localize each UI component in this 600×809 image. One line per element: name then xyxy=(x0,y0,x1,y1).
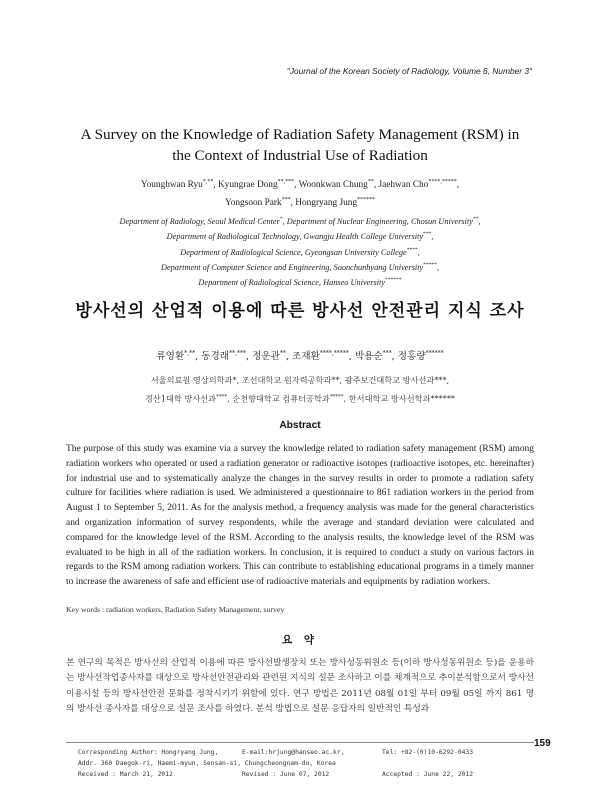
author-name: 류영환 xyxy=(156,351,185,362)
author-name: Yongsoon Park xyxy=(224,198,282,209)
author-name: 조재환 xyxy=(292,351,320,362)
author-mark: *** xyxy=(382,349,392,357)
korean-author-list: 류영환*,**, 동경래**,***, 정운관**, 조재환****,*****, 박용순***, 정홍량****** xyxy=(156,349,444,362)
author-name: Woonkwan Chung xyxy=(298,180,368,191)
accepted-date: Accepted : June 22, 2012 xyxy=(382,771,473,778)
author-mark: **,*** xyxy=(277,179,295,185)
author-mark: *,** xyxy=(202,179,214,185)
author-line-1: Younghwan Ryu*,**, Kyungrae Dong**,***, Woonkwan Chung**, Jaehwan Cho****,*****, xyxy=(140,179,460,191)
abstract-heading: Abstract xyxy=(279,420,321,431)
author-address: Addr. 360 Daegok-ri, Haemi-myun, Seosan-si, Chungcheongnam-do, Korea xyxy=(78,760,336,767)
affiliation-text: Department of Radiological Science, Hanseo University xyxy=(198,278,386,288)
author-mark: ****,***** xyxy=(319,349,349,357)
journal-header: "Journal of the Korean Society of Radiology, Volume 6, Number 3" xyxy=(286,66,532,76)
footer-row xyxy=(78,747,534,758)
author-tel: Tel: +82-(0)10-6292-0433 xyxy=(382,749,473,756)
affiliation-mark: ***** xyxy=(329,394,344,400)
affiliation-text: Department of Radiological Science, Gyeongsan University College xyxy=(180,247,407,257)
affiliation-mark: * xyxy=(279,216,283,222)
author-name: Kyungrae Dong xyxy=(217,180,278,191)
affiliation-line: Department of Radiological Technology, Gwangju Health College University***, xyxy=(166,231,434,242)
affiliation-line xyxy=(60,274,540,289)
korean-abstract-heading: 요 약 xyxy=(282,634,318,646)
footer-row xyxy=(78,769,534,780)
author-mark: **,*** xyxy=(229,349,246,357)
korean-abstract-text: 본 연구의 목적은 방사선의 산업적 이용에 따른 방사선발생장치 또는 방사성동위원소 등(이하 방사성동위원소 등)을 운용하는 방사선작업종사자를 대상으로 방사선안전관리와 관련된 지식의 설문 조사하고 이를 체계적으로 추이분석함으로서 방사선 이용시설 등의 방사선안전 문화를 정착시키기 위함에 있다. 연구 방법은 2011년 08월 01일 부터 09월 05일 까지 861 명의 방사선 종사자를 대상으로 설문 조사를 하였다. 분석 방법으로 설문 응답자의 일반적인 특성과 xyxy=(66,658,534,715)
author-mark: ****** xyxy=(425,349,444,357)
title-line-1: A Survey on the Knowledge of Radiation Safety Management (RSM) in xyxy=(80,126,520,143)
affiliation-text: Department of Computer Science and Engineering, Soonchunhyang University xyxy=(160,262,424,272)
affiliation-text: 순천향대학교 컴퓨터공학과 xyxy=(232,393,330,404)
author-mark: ****,***** xyxy=(428,179,457,185)
author-name: 정홍량 xyxy=(397,351,426,362)
correspondence-footer xyxy=(78,747,534,780)
author-name: Jaehwan Cho xyxy=(378,180,429,191)
author-mark: ** xyxy=(367,179,374,185)
affiliation-text: Department of Radiology, Seoul Medical Center xyxy=(119,216,280,226)
author-line-2: Yongsoon Park***, Hongryang Jung****** xyxy=(224,197,376,209)
korean-title: 방사선의 산업적 이용에 따른 방사선 안전관리 지식 조사 xyxy=(75,301,525,321)
author-mark: ** xyxy=(279,349,286,357)
affiliation-line: Department of Radiological Science, Gyeongsan University College****, xyxy=(180,246,420,257)
author-name: Younghwan Ryu xyxy=(140,180,203,191)
korean-affiliation-line: 서울의료원 영상의학과*, 조선대학교 원자력공학과**, 광주보건대학교 방사선과***, xyxy=(150,375,450,385)
affiliation-mark: **** xyxy=(406,246,418,253)
affiliation-list xyxy=(60,213,540,290)
affiliation-line: Department of Radiology, Seoul Medical Center*, Department of Nuclear Engineering, Chosun University**, xyxy=(119,216,481,226)
corresponding-author: Corresponding Author: Hongryang Jung, xyxy=(78,749,219,756)
author-mark: *,** xyxy=(184,349,196,357)
affiliation-mark: ****** xyxy=(385,277,402,284)
author-mark: *** xyxy=(281,197,291,204)
author-list xyxy=(60,175,540,211)
korean-affiliation-line: 경산1대학 방사선과****, 순천향대학교 컴퓨터공학과*****, 한서대학교 방사선학과****** xyxy=(144,393,456,404)
keywords: Key words : radiation workers, Radiation Safety Management, survey xyxy=(66,605,285,614)
affiliation-text: Department of Radiological Technology, Gwangju Health College University xyxy=(166,232,424,242)
paper-title xyxy=(60,124,540,166)
affiliation-text: 한서대학교 방사선학과****** xyxy=(348,393,456,404)
footer-row xyxy=(78,758,534,769)
affiliation-mark: *** xyxy=(423,231,432,238)
revised-date: Revised : June 07, 2012 xyxy=(242,771,330,778)
affiliation-text: 경산1대학 방사선과 xyxy=(144,393,217,404)
author-name: 동경래 xyxy=(201,351,230,362)
footer-divider xyxy=(66,742,534,743)
affiliation-mark: ***** xyxy=(423,262,437,269)
page-number: 159 xyxy=(534,738,551,749)
author-name: 박용순 xyxy=(354,351,383,362)
abstract-text: The purpose of this study was examine via a survey the knowledge related to radiation safety management (RSM) among radiation workers who operated or used a radiation generator or radioactive isotopes (radioactive isotopes, etc. hereinafter) for industrial use and to systematically analyze the changes in the survey results in order to promote a radiation safety culture for facilities where radiation is used. We administered a questionnaire to 861 radiation workers in the period from August 1 to September 5, 2011. As for the analysis method, a frequency analysis was made for the general characteristics and organization information of survey respondents, while the average and standard deviation were calculated and compared for the knowledge level of the RSM. According to the analysis results, the knowledge level of the RSM was evaluated to be high in all of the radiation workers. In conclusion, it is required to conduct a study on various factors in regards to the RSM among radiation workers. This can contribute to establishing educational programs in a timely manner to increase the awareness of safe and efficient use of radioactive materials and equipments by radiation workers. xyxy=(66,444,534,588)
author-mark: ****** xyxy=(357,197,376,204)
affiliation-mark: ** xyxy=(472,216,479,222)
received-date: Received : March 21, 2012 xyxy=(78,771,173,778)
author-email: E-mail:hrjung@hanseo.ac.kr, xyxy=(242,749,345,756)
affiliation-mark: **** xyxy=(216,394,228,400)
author-name: Hongryang Jung xyxy=(295,198,358,209)
korean-affiliation-list xyxy=(60,372,540,408)
author-name: 정운관 xyxy=(252,351,280,362)
title-line-2: the Context of Industrial Use of Radiation xyxy=(172,147,428,164)
affiliation-line: Department of Computer Science and Engineering, Soonchunhyang University*****, xyxy=(160,262,440,272)
affiliation-text: Department of Nuclear Engineering, Chosun University xyxy=(286,216,473,226)
